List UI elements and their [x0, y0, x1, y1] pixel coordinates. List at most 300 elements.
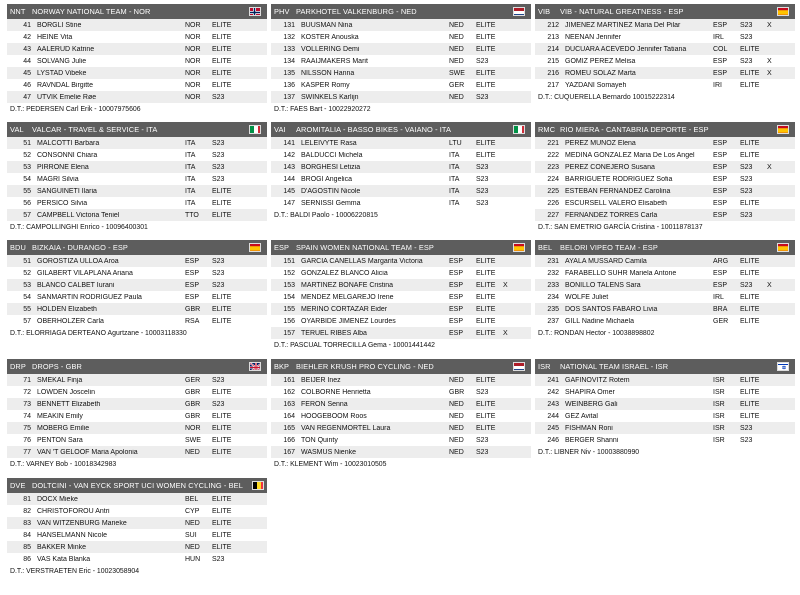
- team-director: D.T.: BALDI Paolo - 10006220815: [274, 212, 378, 219]
- rider-row: [271, 279, 531, 291]
- team-name: DOLTCINI - VAN EYCK SPORT UCI WOMEN CYCLING - BEL: [32, 481, 243, 490]
- team-name: VALCAR - TRAVEL & SERVICE - ITA: [32, 125, 158, 134]
- rider-row: [271, 267, 531, 279]
- category: ELITE: [476, 317, 496, 325]
- nationality: ESP: [713, 281, 728, 289]
- team-director: D.T.: KLEMENT Wim - 10023010505: [274, 461, 387, 468]
- nationality: NED: [449, 21, 464, 29]
- category: ELITE: [476, 281, 496, 289]
- rider-row: [271, 434, 531, 446]
- bib-number: 214: [547, 45, 559, 53]
- rider-name: BENNETT Elizabeth: [37, 400, 101, 408]
- rider-row: [535, 315, 795, 327]
- rider-name: KOSTER Anouska: [301, 33, 359, 41]
- bib-number: 166: [283, 436, 295, 444]
- rider-name: BERGER Shanni: [565, 436, 619, 444]
- category: ELITE: [740, 400, 760, 408]
- mark: X: [767, 281, 772, 289]
- bib-number: 45: [23, 69, 31, 77]
- rider-name: BROGI Angelica: [301, 175, 352, 183]
- rider-row: [271, 79, 531, 91]
- category: S23: [740, 33, 753, 41]
- category: S23: [476, 199, 489, 207]
- nationality: ITA: [185, 175, 196, 183]
- nationality: ESP: [713, 175, 728, 183]
- category: ELITE: [740, 305, 760, 313]
- team-name: BIZKAIA - DURANGO - ESP: [32, 243, 128, 252]
- rider-row: [535, 197, 795, 209]
- rider-name: AYALA MUSSARD Camila: [565, 257, 647, 265]
- nationality: CYP: [185, 507, 200, 515]
- bib-number: 86: [23, 555, 31, 563]
- rider-row: [271, 149, 531, 161]
- team-director: D.T.: CAMPOLLINGHI Enrico - 10096400301: [10, 224, 148, 231]
- bib-number: 165: [283, 424, 295, 432]
- rider-name: MAGRI Silvia: [37, 175, 79, 183]
- bib-number: 216: [547, 69, 559, 77]
- bib-number: 54: [23, 175, 31, 183]
- category: ELITE: [212, 187, 232, 195]
- rider-row: [271, 91, 531, 103]
- rider-row: [7, 422, 267, 434]
- rider-name: DOS SANTOS FABARO Livia: [565, 305, 658, 313]
- nationality: ITA: [185, 151, 196, 159]
- rider-row: [7, 541, 267, 553]
- rider-name: SOLVANG Julie: [37, 57, 87, 65]
- team-block: [7, 478, 267, 578]
- category: ELITE: [212, 69, 232, 77]
- rider-row: [535, 434, 795, 446]
- bib-number: 53: [23, 281, 31, 289]
- bib-number: 217: [547, 81, 559, 89]
- team-name: DROPS - GBR: [32, 362, 82, 371]
- rider-row: [271, 303, 531, 315]
- rider-row: [535, 291, 795, 303]
- rider-row: [271, 410, 531, 422]
- category: S23: [476, 93, 489, 101]
- bib-number: 52: [23, 151, 31, 159]
- category: S23: [212, 281, 225, 289]
- nationality: ESP: [185, 269, 200, 277]
- team-header: [535, 122, 795, 137]
- category: ELITE: [476, 305, 496, 313]
- nationality: GBR: [185, 388, 201, 396]
- rider-row: [7, 398, 267, 410]
- rider-row: [271, 327, 531, 339]
- rider-name: GOMIZ PEREZ Melisa: [565, 57, 636, 65]
- rider-name: MOBERG Emilie: [37, 424, 90, 432]
- bib-number: 226: [547, 199, 559, 207]
- nationality: COL: [713, 45, 728, 53]
- rider-row: [7, 185, 267, 197]
- rider-name: CAMPBELL Victoria Teniel: [37, 211, 120, 219]
- nationality: LTU: [449, 139, 462, 147]
- rider-name: PERSICO Silvia: [37, 199, 88, 207]
- nationality: NED: [449, 33, 464, 41]
- nationality: ARG: [713, 257, 729, 265]
- rider-list: [7, 137, 267, 221]
- category: ELITE: [740, 317, 760, 325]
- category: ELITE: [476, 400, 496, 408]
- category: S23: [476, 388, 489, 396]
- category: ELITE: [740, 69, 760, 77]
- rider-row: [535, 279, 795, 291]
- nationality: ESP: [185, 257, 200, 265]
- rider-row: [7, 291, 267, 303]
- rider-row: [271, 197, 531, 209]
- nationality: ESP: [713, 269, 728, 277]
- team-code: VIB: [538, 7, 551, 16]
- rider-row: [271, 398, 531, 410]
- nationality: SWE: [449, 69, 465, 77]
- nationality: ESP: [449, 293, 464, 301]
- rider-name: GARCIA CAÑELLAS Margarita Victoria: [301, 257, 423, 265]
- team-header: [7, 359, 267, 374]
- rider-row: [535, 398, 795, 410]
- category: ELITE: [740, 139, 760, 147]
- bib-number: 43: [23, 45, 31, 53]
- rider-name: WEINBERG Gali: [565, 400, 618, 408]
- category: S23: [740, 187, 753, 195]
- bib-number: 154: [283, 293, 295, 301]
- rider-name: VOLLERING Demi: [301, 45, 360, 53]
- rider-name: YAZDANI Somayeh: [565, 81, 627, 89]
- bib-number: 237: [547, 317, 559, 325]
- bib-number: 147: [283, 199, 295, 207]
- bib-number: 84: [23, 531, 31, 539]
- bib-number: 235: [547, 305, 559, 313]
- rider-name: BLANCO CALBET Iurani: [37, 281, 115, 289]
- rider-name: SERNISSI Gemma: [301, 199, 361, 207]
- category: S23: [740, 163, 753, 171]
- team-code: DRP: [10, 362, 26, 371]
- bib-number: 232: [547, 269, 559, 277]
- mark: X: [503, 281, 508, 289]
- team-code: BKP: [274, 362, 290, 371]
- bib-number: 75: [23, 424, 31, 432]
- rider-row: [535, 55, 795, 67]
- category: S23: [740, 436, 753, 444]
- flag-icon: [249, 7, 261, 16]
- bib-number: 227: [547, 211, 559, 219]
- category: ELITE: [212, 45, 232, 53]
- team-block: [271, 4, 531, 116]
- nationality: NOR: [185, 69, 201, 77]
- nationality: NOR: [185, 93, 201, 101]
- rider-name: BEIJER Inez: [301, 376, 341, 384]
- team-director: D.T.: VARNEY Bob - 10018342983: [10, 461, 117, 468]
- category: ELITE: [212, 507, 232, 515]
- category: ELITE: [212, 33, 232, 41]
- rider-name: MERINO CORTAZAR Eider: [301, 305, 388, 313]
- rider-list: [271, 374, 531, 458]
- rider-name: VAN WITZENBURG Marieke: [37, 519, 127, 527]
- rider-row: [271, 185, 531, 197]
- rider-row: [271, 19, 531, 31]
- rider-name: FERNANDEZ TORRES Carla: [565, 211, 658, 219]
- bib-number: 134: [283, 57, 295, 65]
- rider-list: [7, 493, 267, 565]
- nationality: NED: [449, 400, 464, 408]
- nationality: ESP: [713, 211, 728, 219]
- rider-name: DUCUARA ACEVEDO Jennifer Tatiana: [565, 45, 687, 53]
- team-header: [271, 359, 531, 374]
- nationality: ESP: [449, 257, 464, 265]
- nationality: NED: [449, 412, 464, 420]
- team-director: D.T.: CUQUERELLA Bernardo 10015222314: [538, 94, 675, 101]
- nationality: ISR: [713, 436, 725, 444]
- bib-number: 71: [23, 376, 31, 384]
- team-code: RMC: [538, 125, 556, 134]
- rider-name: RAVNDAL Birgitte: [37, 81, 94, 89]
- category: ELITE: [476, 33, 496, 41]
- rider-name: MEAKIN Emily: [37, 412, 83, 420]
- rider-name: GOROSTIZA ULLOA Aroa: [37, 257, 119, 265]
- nationality: NOR: [185, 57, 201, 65]
- rider-name: ESCURSELL VALERO Elisabeth: [565, 199, 667, 207]
- team-name: NORWAY NATIONAL TEAM - NOR: [32, 7, 151, 16]
- rider-row: [271, 446, 531, 458]
- team-director: D.T.: SAN EMETRIO GARCÍA Cristina - 10011878137: [538, 224, 703, 231]
- rider-name: LELEIVYTE Rasa: [301, 139, 357, 147]
- team-header: [7, 240, 267, 255]
- nationality: ESP: [185, 281, 200, 289]
- flag-icon: [249, 362, 261, 371]
- team-header: [535, 4, 795, 19]
- rider-row: [535, 149, 795, 161]
- rider-row: [271, 374, 531, 386]
- rider-row: [535, 374, 795, 386]
- rider-name: SANGUINETI Ilaria: [37, 187, 97, 195]
- team-block: [271, 240, 531, 352]
- category: ELITE: [212, 531, 232, 539]
- bib-number: 241: [547, 376, 559, 384]
- rider-row: [271, 67, 531, 79]
- nationality: GBR: [449, 388, 465, 396]
- nationality: BEL: [185, 495, 199, 503]
- category: ELITE: [476, 81, 496, 89]
- team-header: [7, 122, 267, 137]
- team-name: AROMITALIA - BASSO BIKES - VAIANO - ITA: [296, 125, 452, 134]
- team-block: [535, 4, 795, 104]
- category: ELITE: [212, 424, 232, 432]
- team-code: ESP: [274, 243, 290, 252]
- nationality: GBR: [185, 400, 201, 408]
- rider-name: PENTON Sara: [37, 436, 83, 444]
- nationality: NED: [185, 448, 200, 456]
- flag-icon: [777, 362, 789, 371]
- nationality: GBR: [185, 412, 201, 420]
- rider-name: ESTEBAN FERNANDEZ Carolina: [565, 187, 671, 195]
- nationality: ISR: [713, 376, 725, 384]
- rider-row: [535, 422, 795, 434]
- bib-number: 221: [547, 139, 559, 147]
- rider-row: [7, 209, 267, 221]
- rider-row: [7, 137, 267, 149]
- category: ELITE: [212, 21, 232, 29]
- team-director: D.T.: PASCUAL TORRECILLA Gema - 10001441442: [274, 342, 435, 349]
- team-director: D.T.: RONDAN Hector - 10038898802: [538, 330, 655, 337]
- category: ELITE: [740, 45, 760, 53]
- rider-name: NILSSON Hanna: [301, 69, 355, 77]
- bib-number: 83: [23, 519, 31, 527]
- rider-name: HEINE Vita: [37, 33, 73, 41]
- nationality: ITA: [449, 199, 460, 207]
- rider-row: [535, 255, 795, 267]
- bib-number: 161: [283, 376, 295, 384]
- category: ELITE: [740, 388, 760, 396]
- rider-row: [535, 137, 795, 149]
- nationality: ESP: [713, 151, 728, 159]
- rider-name: DOCX Mieke: [37, 495, 78, 503]
- rider-name: GAFINOVITZ Rotem: [565, 376, 630, 384]
- category: ELITE: [740, 293, 760, 301]
- rider-name: BORGLI Stine: [37, 21, 82, 29]
- nationality: NOR: [185, 33, 201, 41]
- rider-row: [271, 255, 531, 267]
- category: ELITE: [476, 376, 496, 384]
- rider-row: [535, 173, 795, 185]
- rider-row: [535, 410, 795, 422]
- nationality: NED: [449, 57, 464, 65]
- bib-number: 222: [547, 151, 559, 159]
- nationality: NOR: [185, 81, 201, 89]
- rider-row: [7, 410, 267, 422]
- bib-number: 85: [23, 543, 31, 551]
- category: S23: [476, 163, 489, 171]
- team-block: [7, 4, 267, 116]
- team-director: D.T.: LIBNER Niv - 10003880990: [538, 449, 640, 456]
- category: ELITE: [740, 151, 760, 159]
- rider-name: TON Quinty: [301, 436, 338, 444]
- bib-number: 224: [547, 175, 559, 183]
- team-director: D.T.: ELORRIAGA DERTEANO Agurtzane - 10003118330: [10, 330, 187, 337]
- rider-row: [535, 209, 795, 221]
- mark: X: [767, 69, 772, 77]
- bib-number: 52: [23, 269, 31, 277]
- category: ELITE: [476, 424, 496, 432]
- nationality: ISR: [713, 400, 725, 408]
- nationality: TTO: [185, 211, 199, 219]
- category: S23: [212, 139, 225, 147]
- nationality: ITA: [185, 199, 196, 207]
- category: ELITE: [476, 329, 496, 337]
- rider-row: [271, 31, 531, 43]
- rider-row: [535, 43, 795, 55]
- rider-list: [271, 255, 531, 339]
- rider-name: FISHMAN Roni: [565, 424, 613, 432]
- category: ELITE: [476, 151, 496, 159]
- team-block: [7, 359, 267, 471]
- nationality: GER: [713, 317, 729, 325]
- bib-number: 215: [547, 57, 559, 65]
- rider-name: BORGHESI Letizia: [301, 163, 361, 171]
- rider-row: [535, 19, 795, 31]
- team-header: [535, 240, 795, 255]
- category: S23: [476, 187, 489, 195]
- category: ELITE: [212, 448, 232, 456]
- nationality: ESP: [449, 329, 464, 337]
- bib-number: 55: [23, 305, 31, 313]
- rider-name: GILABERT VILAPLANA Ariana: [37, 269, 133, 277]
- rider-name: GEZ Avital: [565, 412, 598, 420]
- bib-number: 47: [23, 93, 31, 101]
- category: S23: [212, 376, 225, 384]
- nationality: SUI: [185, 531, 197, 539]
- team-code: DVE: [10, 481, 26, 490]
- team-block: [535, 359, 795, 459]
- rider-name: ROMEU SOLAZ Marta: [565, 69, 636, 77]
- rider-row: [7, 279, 267, 291]
- nationality: SWE: [185, 436, 201, 444]
- rider-name: MEDINA GONZALEZ Maria De Los Angel: [565, 151, 695, 159]
- nationality: IRI: [713, 81, 722, 89]
- rider-row: [535, 267, 795, 279]
- nationality: ESP: [449, 305, 464, 313]
- rider-list: [7, 374, 267, 458]
- rider-name: SWINKELS Karlijn: [301, 93, 359, 101]
- bib-number: 56: [23, 199, 31, 207]
- team-header: [7, 4, 267, 19]
- category: ELITE: [212, 211, 232, 219]
- rider-row: [7, 529, 267, 541]
- rider-name: PIRRONE Elena: [37, 163, 89, 171]
- rider-name: COLBORNE Henrietta: [301, 388, 371, 396]
- team-code: ISR: [538, 362, 551, 371]
- nationality: NED: [449, 436, 464, 444]
- nationality: GBR: [185, 305, 201, 313]
- rider-name: BAKKER Minke: [37, 543, 87, 551]
- rider-row: [7, 386, 267, 398]
- bib-number: 143: [283, 163, 295, 171]
- rider-name: VAN 'T GELOOF Maria Apolonia: [37, 448, 138, 456]
- category: S23: [212, 93, 225, 101]
- mark: X: [767, 21, 772, 29]
- rider-name: BARRIGUETE RODRIGUEZ Sofia: [565, 175, 673, 183]
- bib-number: 156: [283, 317, 295, 325]
- category: S23: [740, 281, 753, 289]
- category: ELITE: [212, 543, 232, 551]
- rider-name: WASMUS Nienke: [301, 448, 356, 456]
- nationality: HUN: [185, 555, 201, 563]
- mark: X: [767, 163, 772, 171]
- rider-name: BONILLO TALENS Sara: [565, 281, 641, 289]
- team-name: BIEHLER KRUSH PRO CYCLING - NED: [296, 362, 434, 371]
- rider-name: MENDEZ MELGAREJO Irene: [301, 293, 394, 301]
- bib-number: 41: [23, 21, 31, 29]
- rider-row: [7, 55, 267, 67]
- category: S23: [740, 57, 753, 65]
- rider-row: [7, 374, 267, 386]
- bib-number: 164: [283, 412, 295, 420]
- bib-number: 223: [547, 163, 559, 171]
- rider-row: [7, 161, 267, 173]
- rider-row: [7, 434, 267, 446]
- team-code: NNT: [10, 7, 26, 16]
- nationality: IRL: [713, 33, 724, 41]
- rider-name: UTVIK Emelie Røe: [37, 93, 97, 101]
- nationality: ESP: [713, 187, 728, 195]
- flag-icon: [777, 125, 789, 134]
- flag-icon: [513, 362, 525, 371]
- bib-number: 234: [547, 293, 559, 301]
- bib-number: 213: [547, 33, 559, 41]
- nationality: ISR: [713, 388, 725, 396]
- bib-number: 136: [283, 81, 295, 89]
- rider-name: WOLFE Juliet: [565, 293, 609, 301]
- nationality: ESP: [713, 69, 728, 77]
- nationality: ESP: [713, 163, 728, 171]
